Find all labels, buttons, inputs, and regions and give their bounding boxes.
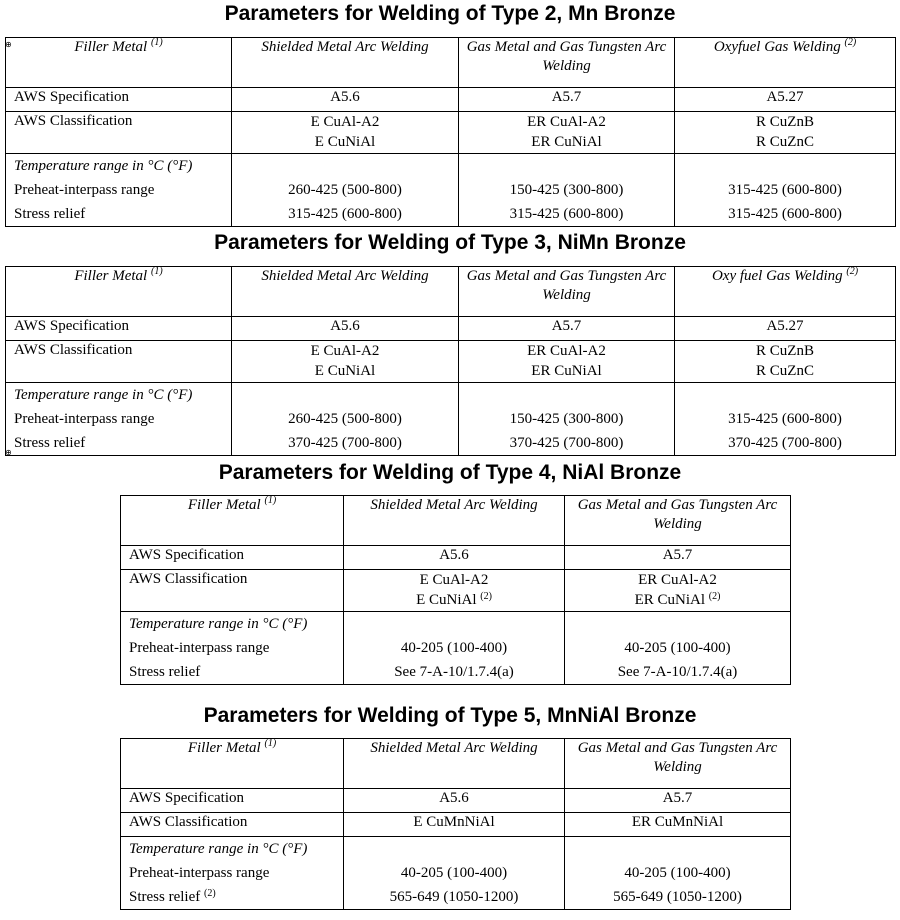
temperature-range-label: Temperature range in °C (°F) <box>129 841 308 857</box>
table-cell: A5.6 <box>232 317 459 341</box>
temperature-range-label: Temperature range in °C (°F) <box>129 616 308 632</box>
table-type-4 <box>120 495 791 685</box>
table-cell: A5.7 <box>565 546 791 570</box>
table-cell: 40-205 (100-400) 565-649 (1050-1200) <box>565 837 791 910</box>
section-title-type-4: Parameters for Welding of Type 4, NiAl Bronze <box>218 461 682 484</box>
table-row <box>121 837 791 910</box>
table-cell: R CuZnB R CuZnC <box>675 341 896 383</box>
header-row <box>6 267 896 317</box>
header-gmaw-gtaw: Gas Metal and Gas Tungsten Arc Welding <box>565 739 791 789</box>
stress-relief-label: Stress relief <box>129 664 201 680</box>
section-title-type-5: Parameters for Welding of Type 5, MnNiAl Bronze <box>203 704 697 727</box>
table-cell: 40-205 (100-400) 565-649 (1050-1200) <box>344 837 565 910</box>
table-cell: 260-425 (500-800) 315-425 (600-800) <box>232 154 459 227</box>
table-cell: A5.7 <box>459 317 675 341</box>
table-cell: 315-425 (600-800) 315-425 (600-800) <box>675 154 896 227</box>
table-type-3 <box>5 266 896 456</box>
table-row <box>6 112 896 154</box>
header-filler-metal: Filler Metal $^{(1)}$ <box>6 38 232 88</box>
table-cell: E CuAl-A2 E CuNiAl <box>232 112 459 154</box>
table-cell: A5.7 <box>565 789 791 813</box>
stress-relief-label: Stress relief $^{(2)}$ <box>129 888 216 905</box>
preheat-label: Preheat-interpass range <box>129 865 270 881</box>
table-cell: E CuMnNiAl <box>344 813 565 837</box>
table-row <box>6 154 896 227</box>
header-row <box>121 496 791 546</box>
temperature-labels <box>121 612 344 685</box>
header-row <box>6 38 896 88</box>
table-cell: A5.27 <box>675 88 896 112</box>
header-gmaw-gtaw: Gas Metal and Gas Tungsten Arc Welding <box>459 38 675 88</box>
stress-relief-label: Stress relief <box>14 206 86 222</box>
row-label-aws-specification: AWS Specification <box>6 88 232 112</box>
table-move-handle-icon[interactable]: ⊕ <box>5 40 12 49</box>
stress-relief-label: Stress relief <box>14 435 86 451</box>
table-cell: ER CuAl-A2 ER CuNiAl <box>459 341 675 383</box>
table-cell: A5.6 <box>344 789 565 813</box>
row-label-aws-specification: AWS Specification <box>121 546 344 570</box>
table-row <box>121 546 791 570</box>
table-cell: A5.6 <box>344 546 565 570</box>
header-filler-metal: Filler Metal $^{(1)}$ <box>121 739 344 789</box>
table-row <box>6 317 896 341</box>
table-cell: ER CuAl-A2 ER CuNiAl $^{(2)}$ <box>565 570 791 612</box>
table-resize-handle-icon[interactable]: ⊕ <box>5 448 12 457</box>
section-title-type-2: Parameters for Welding of Type 2, Mn Bronze <box>224 2 676 25</box>
preheat-label: Preheat-interpass range <box>129 640 270 656</box>
table-row <box>121 612 791 685</box>
table-row <box>6 383 896 456</box>
table-cell: 40-205 (100-400) See 7-A-10/1.7.4(a) <box>565 612 791 685</box>
header-oxyfuel: Oxyfuel Gas Welding $^{(2)}$ <box>675 38 896 88</box>
table-cell: E CuAl-A2 E CuNiAl <box>232 341 459 383</box>
header-smaw: Shielded Metal Arc Welding <box>344 739 565 789</box>
temperature-range-label: Temperature range in °C (°F) <box>14 158 193 174</box>
table-cell: R CuZnB R CuZnC <box>675 112 896 154</box>
table-cell: A5.27 <box>675 317 896 341</box>
temperature-labels <box>121 837 344 910</box>
table-row <box>121 813 791 837</box>
table-cell: 40-205 (100-400) See 7-A-10/1.7.4(a) <box>344 612 565 685</box>
header-smaw: Shielded Metal Arc Welding <box>232 38 459 88</box>
table-cell: E CuAl-A2 E CuNiAl $^{(2)}$ <box>344 570 565 612</box>
row-label-aws-specification: AWS Specification <box>6 317 232 341</box>
temperature-labels <box>6 154 232 227</box>
table-type-2 <box>5 37 896 227</box>
row-label-aws-classification: AWS Classification <box>6 341 232 383</box>
header-smaw: Shielded Metal Arc Welding <box>232 267 459 317</box>
header-smaw: Shielded Metal Arc Welding <box>344 496 565 546</box>
row-label-aws-classification: AWS Classification <box>121 570 344 612</box>
table-row <box>6 88 896 112</box>
preheat-label: Preheat-interpass range <box>14 411 155 427</box>
table-cell: ER CuAl-A2 ER CuNiAl <box>459 112 675 154</box>
preheat-label: Preheat-interpass range <box>14 182 155 198</box>
table-type-5 <box>120 738 791 910</box>
table-cell: ER CuMnNiAl <box>565 813 791 837</box>
table-cell: 260-425 (500-800) 370-425 (700-800) <box>232 383 459 456</box>
header-gmaw-gtaw: Gas Metal and Gas Tungsten Arc Welding <box>565 496 791 546</box>
section-title-type-3: Parameters for Welding of Type 3, NiMn Bronze <box>214 231 686 254</box>
row-label-aws-specification: AWS Specification <box>121 789 344 813</box>
table-cell: 150-425 (300-800) 315-425 (600-800) <box>459 154 675 227</box>
header-filler-metal: Filler Metal $^{(1)}$ <box>121 496 344 546</box>
header-oxyfuel: Oxy fuel Gas Welding $^{(2)}$ <box>675 267 896 317</box>
table-row <box>121 570 791 612</box>
table-cell: A5.6 <box>232 88 459 112</box>
temperature-range-label: Temperature range in °C (°F) <box>14 387 193 403</box>
table-cell: 150-425 (300-800) 370-425 (700-800) <box>459 383 675 456</box>
table-cell: 315-425 (600-800) 370-425 (700-800) <box>675 383 896 456</box>
header-filler-metal: Filler Metal $^{(1)}$ <box>6 267 232 317</box>
table-cell: A5.7 <box>459 88 675 112</box>
table-row <box>6 341 896 383</box>
row-label-aws-classification: AWS Classification <box>6 112 232 154</box>
table-row <box>121 789 791 813</box>
header-gmaw-gtaw: Gas Metal and Gas Tungsten Arc Welding <box>459 267 675 317</box>
temperature-labels <box>6 383 232 456</box>
header-row <box>121 739 791 789</box>
row-label-aws-classification: AWS Classification <box>121 813 344 837</box>
